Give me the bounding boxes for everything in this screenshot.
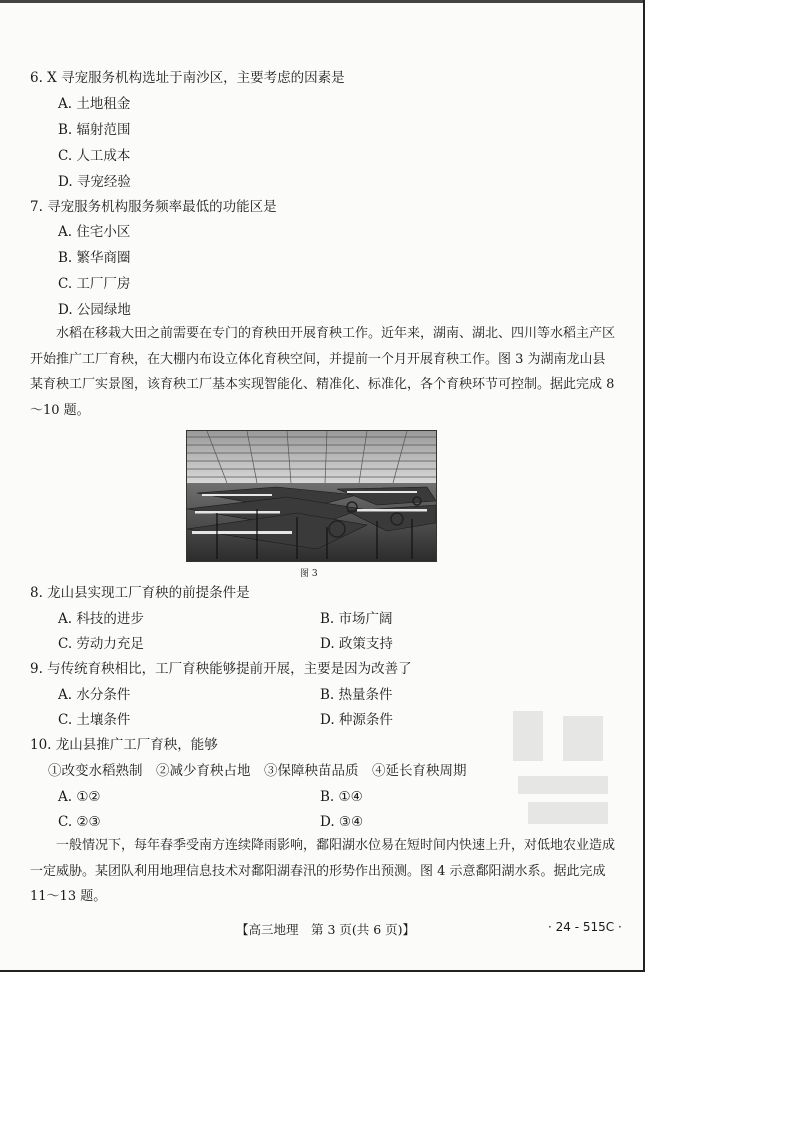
q10-option-c: C. ②③	[58, 814, 101, 830]
figure-3-caption: 图 3	[300, 569, 318, 579]
q7-option-c: C. 工厂厂房	[58, 276, 131, 292]
figure-3-photo	[186, 430, 437, 562]
question-7-stem: 7. 寻宠服务机构服务频率最低的功能区是	[30, 199, 277, 215]
smudge-shape	[508, 706, 618, 836]
question-9-stem: 9. 与传统育秧相比，工厂育秧能够提前开展，主要是因为改善了	[30, 661, 412, 677]
q7-option-a: A. 住宅小区	[58, 224, 131, 240]
q6-option-b: B. 辐射范围	[58, 122, 131, 138]
q6-option-c: C. 人工成本	[58, 148, 131, 164]
q10-option-d: D. ③④	[320, 814, 364, 830]
q10-option-b: B. ①④	[320, 789, 363, 805]
q9-option-c: C. 土壤条件	[58, 712, 131, 728]
passage-1-text: 水稻在移栽大田之前需要在专门的育秧田开展育秧工作。近年来，湖南、湖北、四川等水稻主产区开始推广工厂育秧，在大棚内布设立体化育秧空间，并提前一个月开展育秧工作。图 3 为湖南龙山县某育秧工厂实景图，该育秧工厂基本实现智能化、精准化、标准化，各个育秧环节可控制。据此完成 8～10 题。	[30, 326, 616, 418]
q9-option-a: A. 水分条件	[58, 687, 131, 703]
q7-option-d: D. 公园绿地	[58, 302, 131, 318]
q10-statement-items: ①改变水稻熟制 ②减少育秧占地 ③保障秧苗品质 ④延长育秧周期	[48, 763, 467, 779]
page-footer-label: 【高三地理 第 3 页(共 6 页)】	[236, 922, 416, 937]
q9-option-b: B. 热量条件	[320, 687, 393, 703]
q6-option-a: A. 土地租金	[58, 96, 131, 112]
q8-option-c: C. 劳动力充足	[58, 636, 144, 652]
q8-option-b: B. 市场广阔	[320, 611, 393, 627]
passage-poyang-lake	[30, 833, 615, 910]
question-8-stem: 8. 龙山县实现工厂育秧的前提条件是	[30, 585, 250, 601]
passage-2-text: 一般情况下，每年春季受南方连续降雨影响，鄱阳湖水位易在短时间内快速上升，对低地农业造成一定威胁。某团队利用地理信息技术对鄱阳湖春汛的形势作出预测。图 4 示意鄱阳湖水系。据此完成 11～13 题。	[30, 838, 616, 904]
question-10-stem: 10. 龙山县推广工厂育秧，能够	[30, 737, 218, 753]
q8-option-d: D. 政策支持	[320, 636, 393, 652]
exam-code: · 24 - 515C ·	[548, 920, 622, 934]
q10-option-a: A. ①②	[58, 789, 101, 805]
q8-option-a: A. 科技的进步	[58, 611, 144, 627]
question-6-stem: 6. X 寻宠服务机构选址于南沙区，主要考虑的因素是	[30, 70, 345, 86]
q9-option-d: D. 种源条件	[320, 712, 393, 728]
q6-option-d: D. 寻宠经验	[58, 174, 131, 190]
page-top-edge	[0, 0, 643, 3]
greenhouse-photo-illustration	[187, 431, 436, 561]
passage-rice-seedling	[30, 321, 615, 423]
show-through-smudge	[508, 706, 618, 836]
q7-option-b: B. 繁华商圈	[58, 250, 131, 266]
